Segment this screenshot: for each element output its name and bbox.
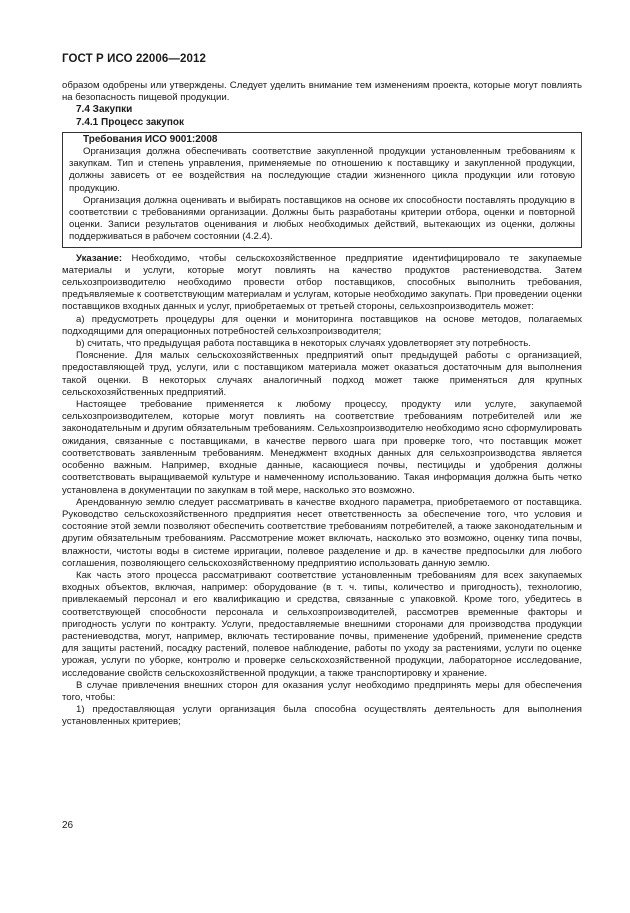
document-body <box>62 80 582 729</box>
list-item-b: b) считать, что предыдущая работа поставщика в некоторых случаях удовлетворяет эту потребность. <box>76 338 531 350</box>
explanation-paragraph: Пояснение. Для малых сельскохозяйственных предприятий опыт предыдущей работы с организацией, предоставляющей труд, услуги, или с поставщиком материала может оказаться достаточным для выполнения такой оценки. В некоторых случаях аналогичный подход может также применяться для крупных сельскохозяйственных предприятий. <box>62 350 582 398</box>
requirements-box <box>62 132 582 248</box>
body-paragraph-2: Арендованную землю следует рассматривать в качестве входного параметра, приобретаемого от поставщика. Руководство сельскохозяйственного предприятия несет ответственность за обеспечение того, что условия и состояние этой земли позволяют обеспечить соответствие требованиям потребителей, а также законодательным и другим обязательным требованиям. Рассмотрение может включать, насколько это возможно, оценку типа почвы, влажности, чистоты воды в системе ирригации, полевое разделение и др. в качестве предпосылки для любого соглашения, позволяющего сельскохозяйственному предприятию использовать данную землю. <box>62 496 582 569</box>
note-paragraph <box>62 253 582 314</box>
requirements-paragraph-1: Организация должна обеспечивать соответствие закупленной продукции установленным требованиям к закупкам. Тип и степень управления, применяемые по отношению к поставщику и закупленной продукции, должны зависеть от ее воздействия на последующие стадии жизненного цикла продукции или готовую продукцию. <box>69 146 575 194</box>
note-label: Указание: <box>76 252 123 264</box>
note-text: Необходимо, чтобы сельскохозяйственное предприятие идентифицировало те закупаемые материалы и услуги, которые могут повлиять на качество продуктов растениеводства. Затем сельхозпроизводителю необходимо провести отбор поставщиков, способных выполнить требования, предъявляемые к соответствующим материалам и услугам, которые необходимо закупать. При проведении оценки поставщиков входных данных и услуг, приобретаемых от третьей стороны, сельхозпроизводитель может: <box>62 252 582 313</box>
intro-paragraph: образом одобрены или утверждены. Следует уделить внимание тем изменениям проекта, которые могут повлиять на безопасность пищевой продукции. <box>62 80 582 104</box>
requirements-paragraph-2: Организация должна оценивать и выбирать поставщиков на основе их способности поставлять продукцию в соответствии с требованиями организации. Должны быть разработаны критерии отбора, оценки и повторной оценки. Записи результатов оценивания и любых необходимых действий, вытекающих из оценки, должны поддерживаться в рабочем состоянии (4.2.4). <box>69 194 575 243</box>
section-heading-7-4-1: 7.4.1 Процесс закупок <box>76 116 185 128</box>
body-paragraph-1: Настоящее требование применяется к любому процессу, продукту или услуге, закупаемой сельхозпроизводителем, которые могут повлиять на соответствие требованиям потребителей или же законодательным и другим обязательным требованиям. Сельхозпроизводителю необходимо ясно сформулировать ожидания, связанные с поставщиками, в качестве первого шага при проверке того, что поставщик может соответствовать заявленным требованиям. Менеджмент входных данных для сельхозпроизводства является особенно важным. Например, входные данные, касающиеся почвы, пестициды и удобрения должны соответствовать выращиваемой культуре и намеченному использованию. Такая информация должна быть четко установлена в документации по закупкам в той мере, насколько это возможно. <box>62 399 582 496</box>
document-header: ГОСТ Р ИСО 22006—2012 <box>62 53 207 65</box>
body-paragraph-3: Как часть этого процесса рассматривают соответствие установленным требованиям для всех закупаемых входных объектов, включая, например: оборудование (в т. ч. типы, количество и пригодность), технологию, привлекаемый персонал и его квалификацию и средства, связанные с упаковкой. Кроме того, убедитесь в соответствующей способности персонала и сельхозпроизводителей, рассмотрев временные факторы и пригодность услуги по контракту. Услуги, предоставляемые внешними сторонами для производства продукции растениеводства, могут, например, включать тестирование почвы, применение удобрений, применение средств для защиты растений, посадку растений, полевое наблюдение, работы по уходу за растениями, услуги по оценке урожая, услуги по уборке, контролю и проверке сельскохозяйственной продукции, лабораторное исследование, исследование свойств сельскохозяйственной продукции, а также транспортировку и хранение. <box>62 569 582 679</box>
body-paragraph-4: В случае привлечения внешних сторон для оказания услуг необходимо предпринять меры для обеспечения того, чтобы: <box>62 679 582 703</box>
section-heading-7-4: 7.4 Закупки <box>76 104 133 116</box>
list-item-a: а) предусмотреть процедуры для оценки и мониторинга поставщиков на основе методов, полагаемых подходящими для операционных потребностей сельхозпроизводителя; <box>62 313 582 337</box>
requirements-title: Требования ИСО 9001:2008 <box>83 133 218 145</box>
list-item-1: 1) предоставляющая услуги организация была способна осуществлять деятельность для выполнения установленных критериев; <box>62 704 582 728</box>
page-number: 26 <box>62 820 74 831</box>
